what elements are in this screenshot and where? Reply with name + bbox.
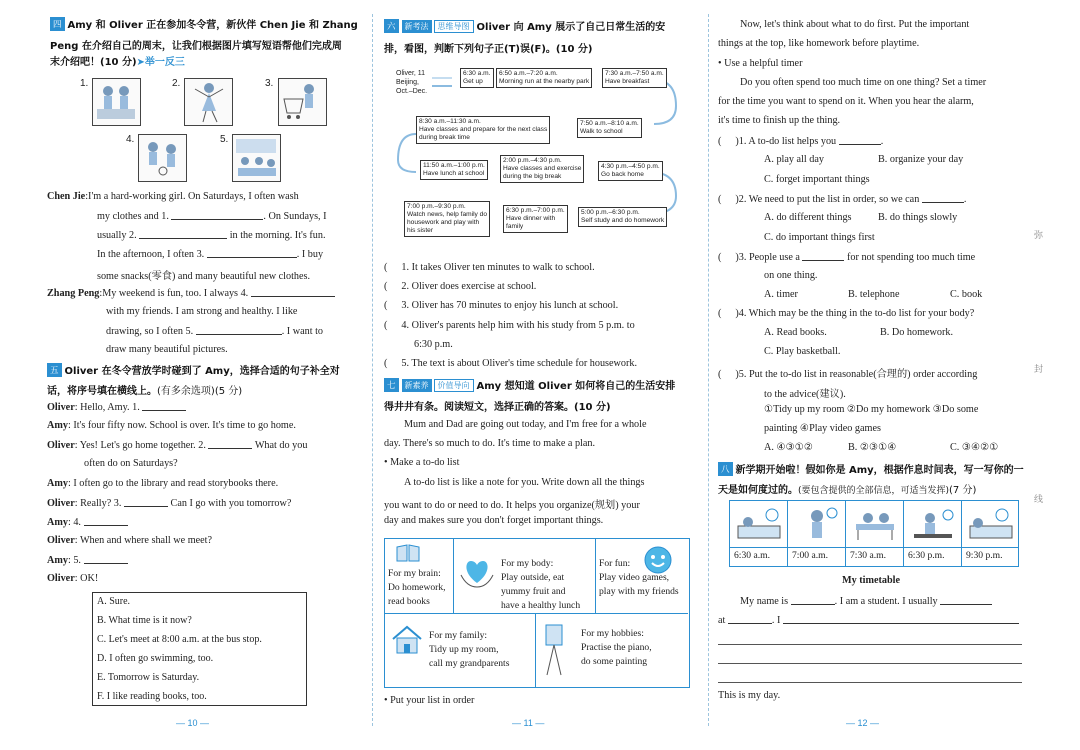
brain-text xyxy=(388,567,446,609)
section-title-line3 xyxy=(50,53,185,72)
option-b[interactable]: B. telephone xyxy=(848,289,900,300)
divider xyxy=(453,539,454,613)
divider xyxy=(787,501,788,566)
writing-line[interactable] xyxy=(718,644,1022,645)
text: during the big break xyxy=(503,173,562,180)
dancing-girl-icon xyxy=(185,79,232,125)
option-c[interactable]: C. ③④②① xyxy=(950,442,999,453)
section-number: 四 xyxy=(50,17,65,31)
text: )4. Which may be the thing in the to-do list for your body? xyxy=(735,308,975,319)
writing-blank[interactable] xyxy=(728,614,772,624)
tag-badge: 思维导图 xyxy=(434,20,474,33)
option-f: F. I like reading books, too. xyxy=(97,691,207,702)
text: 6:30 p.m.–7:00 p.m. xyxy=(506,207,565,214)
divider xyxy=(730,547,1018,548)
option-c: C. Let's meet at 8:00 a.m. at the bus stop. xyxy=(97,634,262,645)
option-a[interactable]: A. timer xyxy=(764,289,798,300)
speaker: Amy xyxy=(47,517,68,528)
mc-question-3: ( )3. People use a for not spending too much time xyxy=(718,252,976,263)
divider xyxy=(385,613,688,614)
section-number: 八 xyxy=(718,462,733,476)
breakfast-icon xyxy=(852,506,898,542)
node-walk-to-school xyxy=(577,118,642,138)
option-c[interactable]: C. do important things first xyxy=(764,232,875,243)
body-text xyxy=(501,557,580,613)
text: in the morning. It's fun. xyxy=(229,230,326,241)
option-c[interactable]: C. Play basketball. xyxy=(764,346,841,357)
writing-line-1 xyxy=(740,595,992,607)
node-classes xyxy=(416,116,550,144)
paragraph-line: things at the top, like homework before playtime. xyxy=(718,38,920,49)
wake-up-icon xyxy=(736,506,782,542)
paragraph-line: Mum and Dad are going out today, and I'm free for a whole xyxy=(404,419,647,430)
speaker: Oliver xyxy=(47,402,75,413)
section-number: 五 xyxy=(47,363,62,377)
page-number: — 11 — xyxy=(512,718,545,728)
dialog-line: Amy: I often go to the library and read storybooks there. xyxy=(47,478,279,489)
dialog-line: Amy: 5. xyxy=(47,554,128,566)
section-number: 六 xyxy=(384,19,399,33)
closing-sentence: This is my day. xyxy=(718,690,781,701)
blank-2[interactable] xyxy=(139,229,227,239)
text: 4:30 p.m.–4:50 p.m. xyxy=(601,163,660,170)
text: When and where shall we meet? xyxy=(79,535,213,546)
house-icon xyxy=(391,625,423,655)
dialog-line: Oliver: When and where shall we meet? xyxy=(47,535,213,546)
section-title: 新学期开始啦！假如你是 Amy，根据作息时间表，写一写你的一 xyxy=(735,465,1024,476)
text: For my family: xyxy=(429,630,488,641)
section-title: Amy 想知道 Oliver 如何将自己的生活安排 xyxy=(476,381,676,392)
text: . I am a student. I usually xyxy=(834,596,938,607)
text: 8:30 a.m.–11:30 a.m. xyxy=(419,118,481,125)
blank-1[interactable] xyxy=(171,210,263,220)
text: at xyxy=(718,615,726,626)
text: family xyxy=(506,223,524,230)
chen-jie-line4 xyxy=(97,248,323,260)
divider xyxy=(845,501,846,566)
text: for not spending too much time xyxy=(847,252,976,263)
tf-question-5: ( 5. The text is about Oliver's time schedule for housework. xyxy=(384,358,638,369)
text: 4. Oliver's parents help him with his study from 5 p.m. to xyxy=(401,320,635,331)
tf-question-2: ( 2. Oliver does exercise at school. xyxy=(384,281,537,292)
bullet-heading: • Use a helpful timer xyxy=(718,58,803,69)
dialog-line: Oliver: Really? 3. Can I go with you tomorrow? xyxy=(47,498,292,509)
text: 5:00 p.m.–6:30 p.m. xyxy=(581,209,640,216)
text: Yes! Let's go home together. 2. xyxy=(79,440,206,451)
text: 5. The text is about Oliver's time schedule for housework. xyxy=(401,358,638,369)
shopping-cart-icon xyxy=(279,79,326,125)
speaker: Oliver xyxy=(47,440,75,451)
speaker: Amy xyxy=(47,478,68,489)
picture-1 xyxy=(92,78,141,126)
paragraph-line: Now, let's think about what to do first. Put the important xyxy=(740,19,970,30)
text: do some painting xyxy=(581,656,648,667)
text: Beijing, xyxy=(396,79,419,86)
text: )1. A to-do list helps you xyxy=(735,136,837,147)
option-e: E. Tomorrow is Saturday. xyxy=(97,672,200,683)
tag-badge: 新考法 xyxy=(402,20,432,33)
option-a[interactable]: A. do different things xyxy=(764,212,852,223)
speaker: Amy xyxy=(47,555,68,566)
option-a: A. Sure. xyxy=(97,596,131,607)
chen-jie-line5: some snacks(零食) and many beautiful new clothes. xyxy=(97,271,311,282)
text: Oct.–Dec. xyxy=(396,88,428,95)
blank-5[interactable] xyxy=(196,325,282,335)
tag-badge: 新素养 xyxy=(402,379,432,392)
blank-d4[interactable] xyxy=(84,516,128,526)
score-label: 末介绍吧！(10 分) xyxy=(50,57,137,68)
text: Can I go with you tomorrow? xyxy=(170,498,292,509)
picture-4 xyxy=(138,134,187,182)
speaker: Oliver xyxy=(47,573,75,584)
text: to the advice(建议). xyxy=(764,389,846,400)
paragraph-line: you want to do or need to do. It helps you organize(规划) your xyxy=(384,500,640,511)
text: For my body: xyxy=(501,558,554,569)
playing-sports-icon xyxy=(139,135,186,181)
text: my clothes and 1. xyxy=(97,211,169,222)
text: 7:30 a.m.–7:50 a.m. xyxy=(605,70,664,77)
text: ①Tidy up my room ②Do my homework ③Do some xyxy=(764,404,979,415)
option-b[interactable]: B. do things slowly xyxy=(878,212,958,223)
speaker-name: Chen Jie xyxy=(47,191,86,202)
option-b: B. What time is it now? xyxy=(97,615,192,626)
text: Practise the piano, xyxy=(581,642,652,653)
text: Oliver, 11 xyxy=(396,70,426,77)
page-number: — 10 — xyxy=(176,718,210,728)
text: For fun: xyxy=(599,558,631,569)
text: I'm a hard-working girl. On Saturdays, I often wash xyxy=(88,191,299,202)
writing-line-2 xyxy=(718,614,1019,626)
page-12 xyxy=(708,0,1080,750)
paragraph-line: day. There's so much to do. It's time to make a plan. xyxy=(384,438,596,449)
blank[interactable] xyxy=(802,251,844,261)
options-box xyxy=(92,592,307,706)
binding-mark: 封 xyxy=(1034,365,1044,375)
text: housework and play with xyxy=(407,219,480,226)
section-title: Amy 和 Oliver 正在参加冬令营，新伙伴 Chen Jie 和 Zhang xyxy=(67,20,358,31)
text: Watch news, help family do xyxy=(407,211,488,218)
binding-mark: 弥 xyxy=(1034,231,1044,241)
text: In the afternoon, I often 3. xyxy=(97,249,205,260)
picture-3 xyxy=(278,78,327,126)
text: Get up xyxy=(463,78,483,85)
pic-label: 5. xyxy=(220,134,229,145)
note: (要包含提供的全部信息，可适当发挥) xyxy=(798,486,950,496)
paragraph-line: A to-do list is like a note for you. Write down all the things xyxy=(404,477,645,488)
dialog-line: Amy: 4. xyxy=(47,516,128,528)
paragraph-line: Do you often spend too much time on one thing? Set a timer xyxy=(740,77,987,88)
node-evening xyxy=(404,201,490,237)
paragraph-line: day and makes sure you don't forget important things. xyxy=(384,515,604,526)
picture-2 xyxy=(184,78,233,126)
time-label: 7:30 a.m. xyxy=(850,550,886,561)
text: )2. We need to put the list in order, so we can xyxy=(735,194,920,205)
text: . I want to xyxy=(281,326,324,337)
score-label: (5 分) xyxy=(214,386,243,397)
blank-4[interactable] xyxy=(251,287,335,297)
section-6-heading xyxy=(384,18,665,33)
option-c[interactable]: C. forget important things xyxy=(764,174,870,185)
speaker-name: Zhang Peng xyxy=(47,288,100,299)
text: Hello, Amy. 1. xyxy=(80,402,140,413)
name-blank[interactable] xyxy=(791,595,835,605)
text: . xyxy=(963,194,967,205)
text: 7:00 p.m.–9:30 p.m. xyxy=(407,203,466,210)
tf-question-3: ( 3. Oliver has 70 minutes to enjoy his lunch at school. xyxy=(384,300,619,311)
text: )3. People use a xyxy=(735,252,800,263)
score-label: (7 分) xyxy=(949,485,977,496)
chen-jie-line1: Chen Jie:I'm a hard-working girl. On Saturdays, I often wash xyxy=(47,191,299,202)
text: drawing, so I often 5. xyxy=(106,326,194,337)
text: . xyxy=(880,136,884,147)
page-number: — 12 — xyxy=(846,718,880,728)
blank-d2[interactable] xyxy=(208,439,252,449)
time-label: 9:30 p.m. xyxy=(966,550,1003,561)
text: I often go to the library and read storybooks there. xyxy=(73,478,279,489)
node-morning-run xyxy=(496,68,592,88)
text: Have lunch at school xyxy=(423,170,485,177)
text: on one thing. xyxy=(764,270,818,281)
text: )5. Put the to-do list in reasonable(合理的) order according xyxy=(735,369,978,380)
dialog-line: Amy: It's four fifty now. School is over. It's time to go home. xyxy=(47,420,296,431)
text: during break time xyxy=(419,134,470,141)
dialog-line: Oliver: OK! xyxy=(47,573,99,584)
zhang-peng-line1: Zhang Peng:My weekend is fun, too. I always 4. xyxy=(47,287,335,299)
tf-question-4-cont: 6:30 p.m. xyxy=(414,339,453,350)
text: Do homework, xyxy=(388,582,446,593)
node-lunch xyxy=(420,160,488,180)
text: OK! xyxy=(80,573,99,584)
section-title: Oliver 在冬令营放学时碰到了 Amy，选择合适的句子补全对 xyxy=(64,366,340,377)
text: Play outside, eat xyxy=(501,572,565,583)
section-title-line2: 得井井有条。阅读短文，选择正确的答案。(10 分) xyxy=(384,402,611,413)
writing-blank[interactable] xyxy=(940,595,992,605)
text: call my grandparents xyxy=(429,658,510,669)
text: 7:50 a.m.–8:10 a.m. xyxy=(580,120,639,127)
zhang-peng-line3 xyxy=(106,325,323,337)
text: Tidy up my room, xyxy=(429,644,499,655)
text: have a healthy lunch xyxy=(501,600,581,611)
text: My name is xyxy=(740,596,789,607)
text: 1. It takes Oliver ten minutes to walk to school. xyxy=(401,262,595,273)
section-7-heading xyxy=(384,377,675,392)
option-b[interactable]: B. organize your day xyxy=(878,154,964,165)
text: 3. Oliver has 70 minutes to enjoy his lunch at school. xyxy=(401,300,619,311)
section-8-heading xyxy=(718,461,1024,476)
heart-hands-icon xyxy=(459,555,495,589)
node-dinner xyxy=(503,205,568,233)
section-5-heading xyxy=(47,362,340,377)
bullet-heading: • Put your list in order xyxy=(384,695,475,706)
book-brain-icon xyxy=(395,543,421,563)
page-10 xyxy=(0,0,372,750)
text: . On Sundays, I xyxy=(263,211,327,222)
homework-icon xyxy=(910,506,956,542)
text: Walk to school xyxy=(580,128,623,135)
divider xyxy=(961,501,962,566)
option-a[interactable]: A. play all day xyxy=(764,154,824,165)
divider xyxy=(535,613,536,687)
divider xyxy=(903,501,904,566)
time-label: 6:30 p.m. xyxy=(908,550,945,561)
text: Morning run at the nearby park xyxy=(499,78,590,85)
section-4-heading xyxy=(50,16,358,31)
text: Go back home xyxy=(601,171,644,178)
text: 天是如何度过的。 xyxy=(718,485,798,496)
writing-blank[interactable] xyxy=(783,614,1019,624)
option-d: D. I often go swimming, too. xyxy=(97,653,214,664)
paragraph-line: it's time to finish up the thing. xyxy=(718,115,841,126)
text: Play video games, xyxy=(599,572,670,583)
section-title-line2: Peng 在介绍自己的周末，让我们根据图片填写短语帮他们完成周 xyxy=(50,41,342,52)
zhang-peng-line2: with my friends. I am strong and healthy. I like xyxy=(106,306,298,317)
picture-5 xyxy=(232,134,281,182)
option-b[interactable]: B. ②③①④ xyxy=(848,442,897,453)
chen-jie-line2 xyxy=(97,210,327,222)
tf-question-1: ( 1. It takes Oliver ten minutes to walk to school. xyxy=(384,262,595,273)
section-8-heading-line2 xyxy=(718,481,976,496)
text: Self study and do homework xyxy=(581,217,665,224)
blank[interactable] xyxy=(839,135,881,145)
text: read books xyxy=(388,596,430,607)
pic-label: 2. xyxy=(172,78,181,89)
drawing-class-icon xyxy=(233,135,280,181)
text: It's four fifty now. School is over. It's time to go home. xyxy=(73,420,296,431)
family-text xyxy=(429,629,509,671)
blank-d5[interactable] xyxy=(84,554,128,564)
text: What do you xyxy=(254,440,308,451)
text: . I xyxy=(771,615,781,626)
text: . I buy xyxy=(296,249,324,260)
text: 5. xyxy=(73,555,81,566)
option-a[interactable]: A. ④③①② xyxy=(764,442,813,453)
pic-label: 4. xyxy=(126,134,135,145)
binding-mark: 线 xyxy=(1034,495,1044,505)
node-breakfast xyxy=(602,68,667,88)
mc-question-1: ( )1. A to-do list helps you . xyxy=(718,136,884,147)
node-afternoon-classes xyxy=(500,155,584,183)
children-washing-icon xyxy=(93,79,140,125)
divider xyxy=(595,539,596,613)
node-go-back-home xyxy=(598,161,663,181)
text: painting ④Play video games xyxy=(764,423,881,434)
fun-text xyxy=(599,557,679,599)
writing-line[interactable] xyxy=(718,682,1022,683)
text: yummy fruit and xyxy=(501,586,566,597)
text: For my brain: xyxy=(388,568,441,579)
chen-jie-line3 xyxy=(97,229,326,241)
text: Have classes and prepare for the next class xyxy=(419,126,548,133)
text: 2:00 p.m.–4:30 p.m. xyxy=(503,157,562,164)
mc-question-5: ( )5. Put the to-do list in reasonable(合理的) order according xyxy=(718,369,978,380)
tag-badge: 价值导向 xyxy=(434,379,474,392)
text: 话，将序号填在横线上。 xyxy=(47,386,157,397)
pic-label: 3. xyxy=(265,78,274,89)
easel-icon xyxy=(543,621,565,677)
paragraph-line: for the time you want to spend on it. When you hear the alarm, xyxy=(718,96,974,107)
dialog-line: often do on Saturdays? xyxy=(84,458,178,469)
timetable xyxy=(729,500,1019,567)
text: usually 2. xyxy=(97,230,137,241)
page-11 xyxy=(372,0,708,750)
tf-question-4: ( 4. Oliver's parents help him with his study from 5 p.m. to xyxy=(384,320,635,331)
center-node xyxy=(394,68,429,97)
timetable-title: My timetable xyxy=(842,575,900,586)
todo-list-graphic xyxy=(384,538,690,688)
blank[interactable] xyxy=(922,193,964,203)
section-title-line2: 排，看图，判断下列句子正(T)误(F)。(10 分) xyxy=(384,44,593,55)
dialog-line: Oliver: Yes! Let's go home together. 2. What do you xyxy=(47,440,308,451)
mc-question-4: ( )4. Which may be the thing in the to-do list for your body? xyxy=(718,308,975,319)
text: Have breakfast xyxy=(605,78,650,85)
blank-3[interactable] xyxy=(207,248,297,258)
text: 11:50 a.m.–1:00 p.m. xyxy=(423,162,485,169)
time-label: 7:00 a.m. xyxy=(792,550,828,561)
sleep-icon xyxy=(968,506,1014,542)
text: 6:50 a.m.–7:20 a.m. xyxy=(499,70,558,77)
option-b[interactable]: B. Do homework. xyxy=(880,327,954,338)
text: his sister xyxy=(407,227,434,234)
zhang-peng-line4: draw many beautiful pictures. xyxy=(106,344,228,355)
text: play with my friends xyxy=(599,586,679,597)
dialog-line: Oliver: Hello, Amy. 1. xyxy=(47,401,186,413)
section-title: Oliver 向 Amy 展示了自己日常生活的安 xyxy=(476,22,666,33)
speaker: Oliver xyxy=(47,498,75,509)
speaker: Amy xyxy=(47,420,68,431)
option-c[interactable]: C. book xyxy=(950,289,983,300)
section-number: 七 xyxy=(384,378,399,392)
text: 6:30 a.m. xyxy=(463,70,491,77)
text: Have dinner with xyxy=(506,215,556,222)
pic-label: 1. xyxy=(80,78,89,89)
writing-line[interactable] xyxy=(718,663,1022,664)
mc-question-2: ( )2. We need to put the list in order, so we can . xyxy=(718,194,967,205)
bullet-heading: • Make a to-do list xyxy=(384,457,460,468)
time-label: 6:30 a.m. xyxy=(734,550,770,561)
node-get-up xyxy=(460,68,494,88)
brush-teeth-icon xyxy=(794,506,840,542)
option-a[interactable]: A. Read books. xyxy=(764,327,827,338)
text: For my hobbies: xyxy=(581,628,644,639)
note: (有多余选项) xyxy=(157,386,215,397)
related-link[interactable]: ➤举一反三 xyxy=(136,57,185,68)
text: Really? 3. xyxy=(80,498,122,509)
blank-d1[interactable] xyxy=(142,401,186,411)
text: 4. xyxy=(73,517,81,528)
speaker: Oliver xyxy=(47,535,75,546)
text: My weekend is fun, too. I always 4. xyxy=(102,288,249,299)
blank-d3[interactable] xyxy=(124,497,168,507)
hobbies-text xyxy=(581,627,652,669)
text: Have classes and exercise xyxy=(503,165,582,172)
node-self-study xyxy=(578,207,667,227)
section-5-heading-line2 xyxy=(47,382,242,397)
text: 2. Oliver does exercise at school. xyxy=(401,281,537,292)
